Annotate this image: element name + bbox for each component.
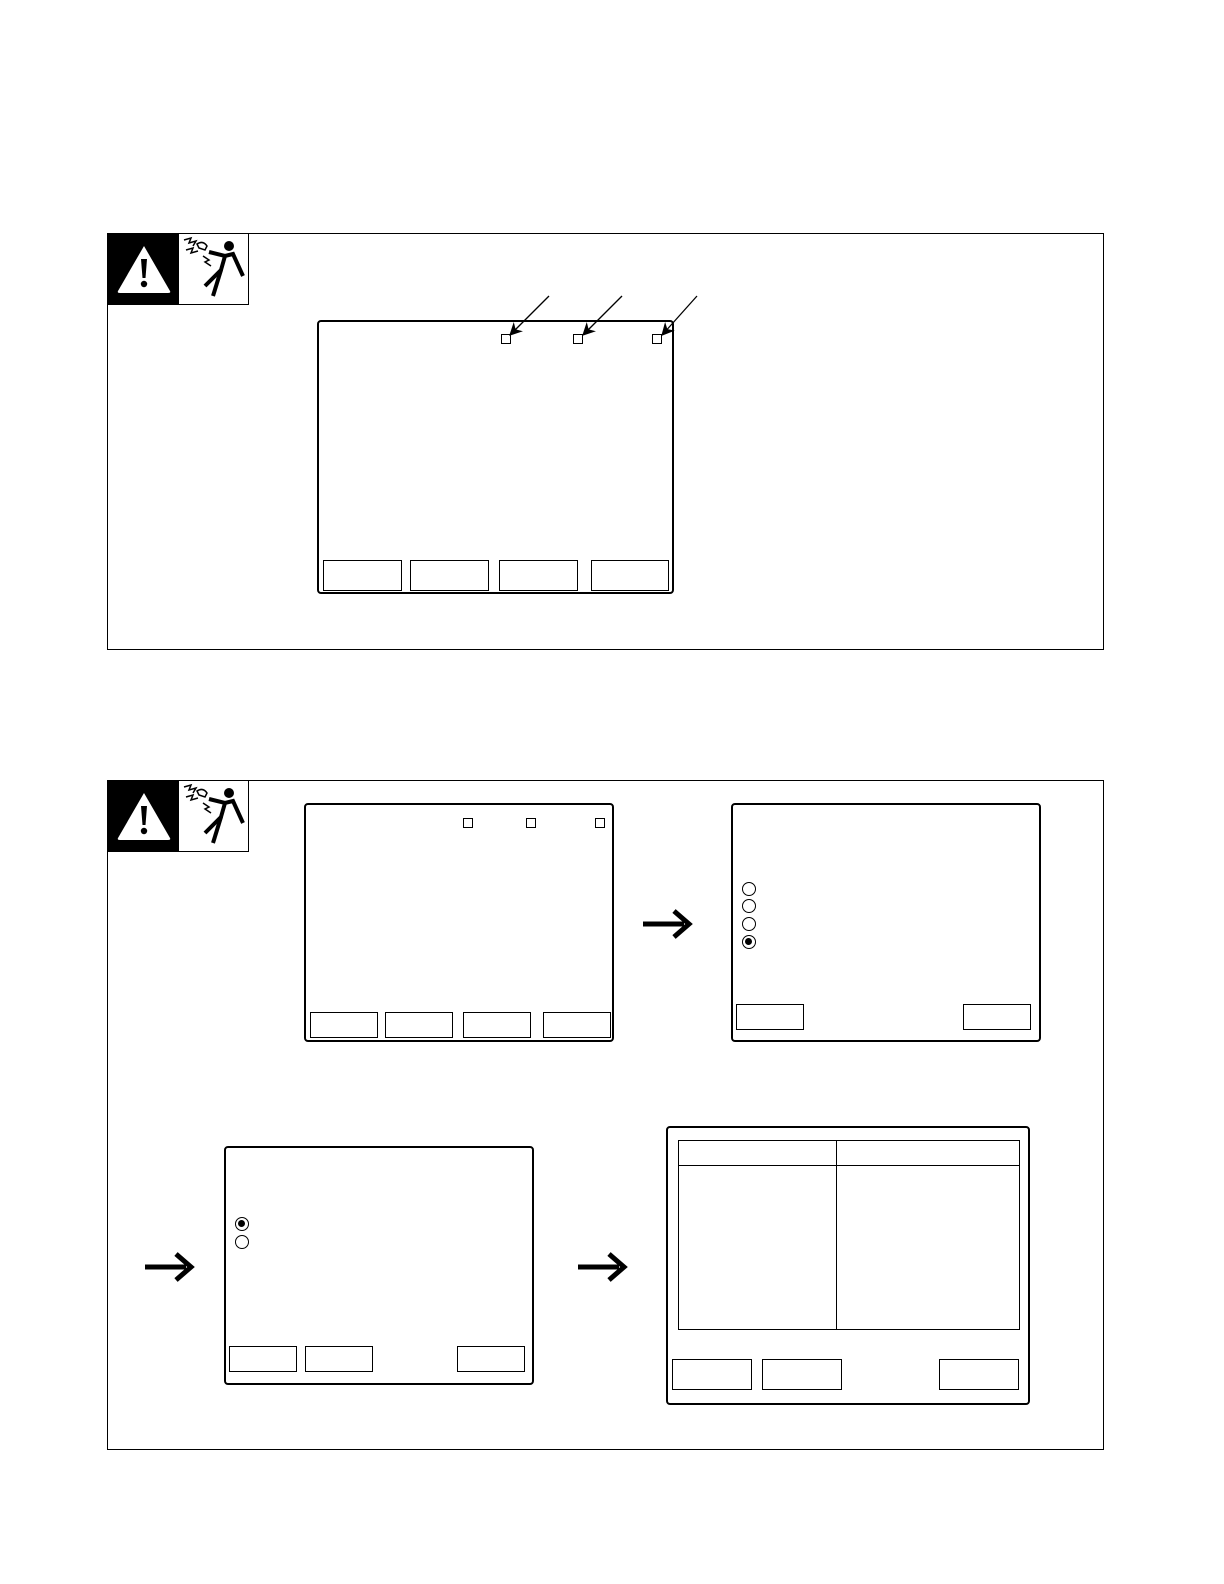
- right-arrow-icon: [575, 1248, 631, 1286]
- indicator-light-3: [595, 818, 605, 828]
- softkey-2[interactable]: [305, 1346, 373, 1372]
- softkey-2[interactable]: [762, 1359, 842, 1390]
- table-header-divider: [679, 1165, 1019, 1166]
- radio-option-1[interactable]: [742, 882, 756, 896]
- indicator-light-2: [526, 818, 536, 828]
- display-screen-main-small: [304, 803, 614, 1042]
- callout-arrow-3: [663, 296, 697, 334]
- data-table: [678, 1140, 1020, 1330]
- right-arrow-icon: [640, 905, 696, 943]
- radio-option-2[interactable]: [235, 1235, 249, 1249]
- softkey-4[interactable]: [543, 1012, 611, 1038]
- softkey-3[interactable]: [463, 1012, 531, 1038]
- softkey-1[interactable]: [229, 1346, 297, 1372]
- electric-shock-icon: [179, 781, 248, 851]
- softkey-1[interactable]: [310, 1012, 378, 1038]
- softkey-3[interactable]: [457, 1346, 525, 1372]
- radio-option-2[interactable]: [742, 899, 756, 913]
- softkey-right[interactable]: [963, 1004, 1031, 1030]
- display-screen-table: [666, 1126, 1030, 1405]
- radio-option-4-selected[interactable]: [742, 935, 756, 949]
- warning-triangle-icon: [108, 781, 179, 851]
- softkey-1[interactable]: [672, 1359, 752, 1390]
- softkey-2[interactable]: [385, 1012, 453, 1038]
- display-screen-select-4: [731, 803, 1041, 1042]
- right-arrow-icon: [142, 1248, 198, 1286]
- table-column-divider: [836, 1141, 837, 1329]
- indicator-light-1: [463, 818, 473, 828]
- softkey-3[interactable]: [939, 1359, 1019, 1390]
- radio-option-1-selected[interactable]: [235, 1217, 249, 1231]
- radio-option-3[interactable]: [742, 917, 756, 931]
- callout-arrow-2: [584, 296, 622, 334]
- softkey-left[interactable]: [736, 1004, 804, 1030]
- hazard-symbol-block: [107, 780, 249, 852]
- callout-arrow-1: [511, 296, 549, 334]
- display-screen-select-2: [224, 1146, 534, 1385]
